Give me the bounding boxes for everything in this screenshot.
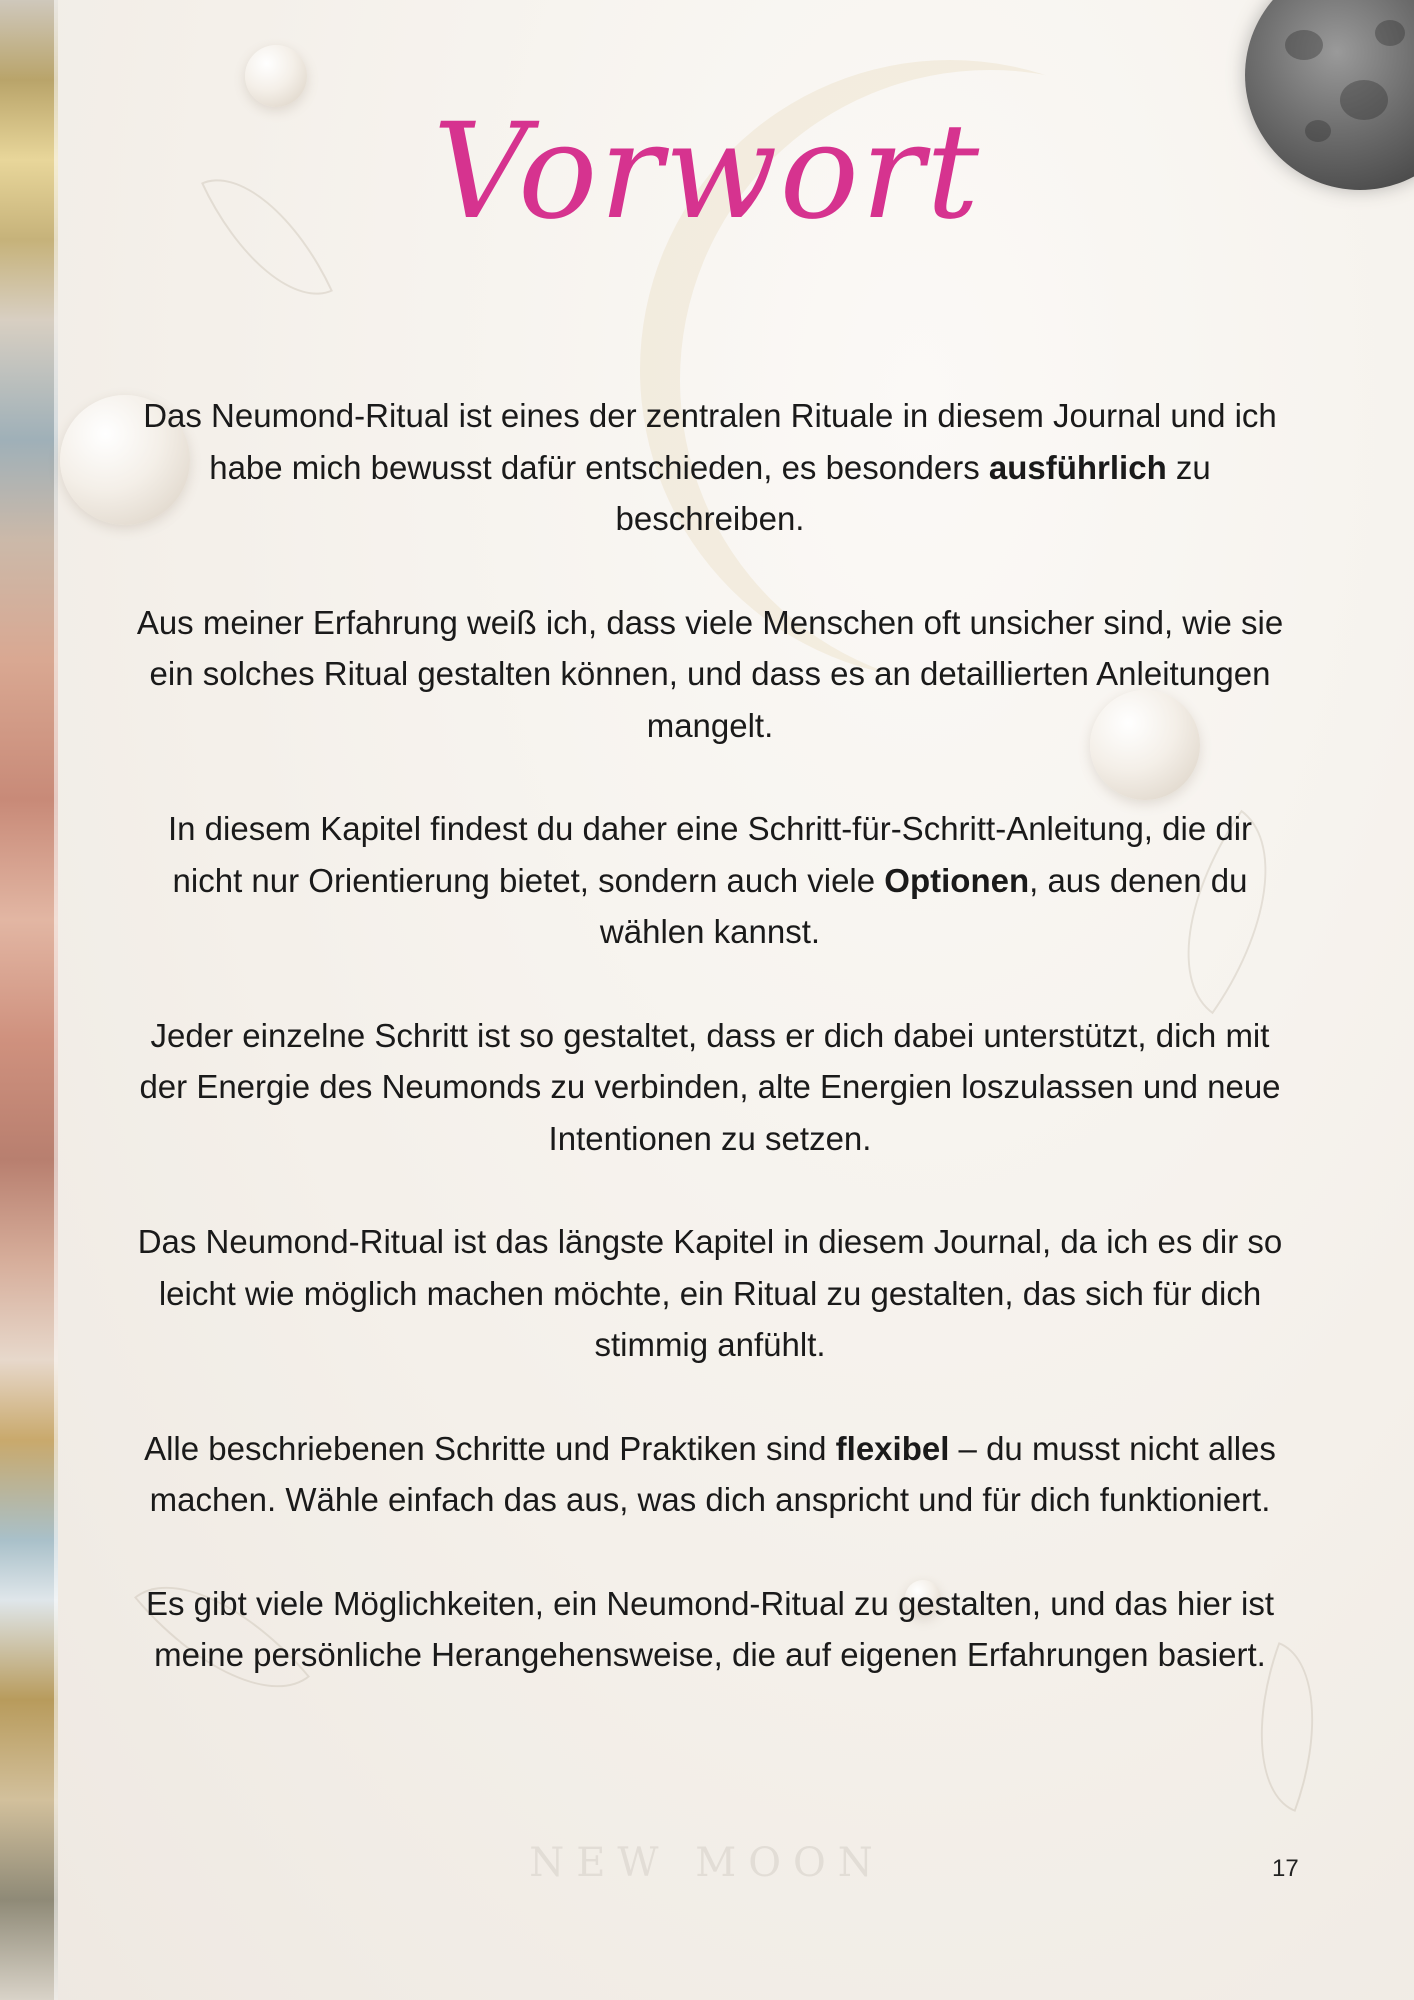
paragraph: Jeder einzelne Schritt ist so gestaltet, dass er dich dabei unterstützt, dich mit der Energie des Neumonds zu verbinden, alte Energien loszulassen und neue Intentionen zu setzen. (139, 1016, 1281, 1157)
paragraph: Es gibt viele Möglichkeiten, ein Neumond-Ritual zu gestalten, und das hier ist meine persönliche Herangehensweise, die auf eigenen Erfahrungen basiert. (145, 1584, 1275, 1673)
body-text (130, 390, 1290, 1733)
paragraph: Das Neumond-Ritual ist eines der zentralen Rituale in diesem Journal und ich habe mich bewusst dafür entschieden, es besonders ausführlich zu beschreiben. (143, 397, 1277, 537)
paragraph: Das Neumond-Ritual ist das längste Kapitel in diesem Journal, da ich es dir so leicht wie möglich machen möchte, ein Ritual zu gestalten, das sich für dich stimmig anfühlt. (137, 1223, 1283, 1363)
paragraph: In diesem Kapitel findest du daher eine Schritt-für-Schritt-Anleitung, die dir nicht nur Orientierung bietet, sondern auch viele Optionen, aus denen du wählen kannst. (167, 810, 1253, 950)
page-title: Vorwort (432, 95, 982, 249)
paragraph: Aus meiner Erfahrung weiß ich, dass viele Menschen oft unsicher sind, wie sie ein solches Ritual gestalten können, und dass es an detaillierten Anleitungen mangelt. (136, 603, 1284, 744)
decorative-left-strip (0, 0, 58, 2000)
footer-watermark: NEW MOON (529, 1840, 885, 1886)
paragraph: Alle beschriebenen Schritte und Praktiken sind flexibel – du musst nicht alles machen. Wähle einfach das aus, was dich anspricht und für dich funktioniert. (144, 1429, 1276, 1518)
page-number: 17 (1272, 1855, 1299, 1882)
